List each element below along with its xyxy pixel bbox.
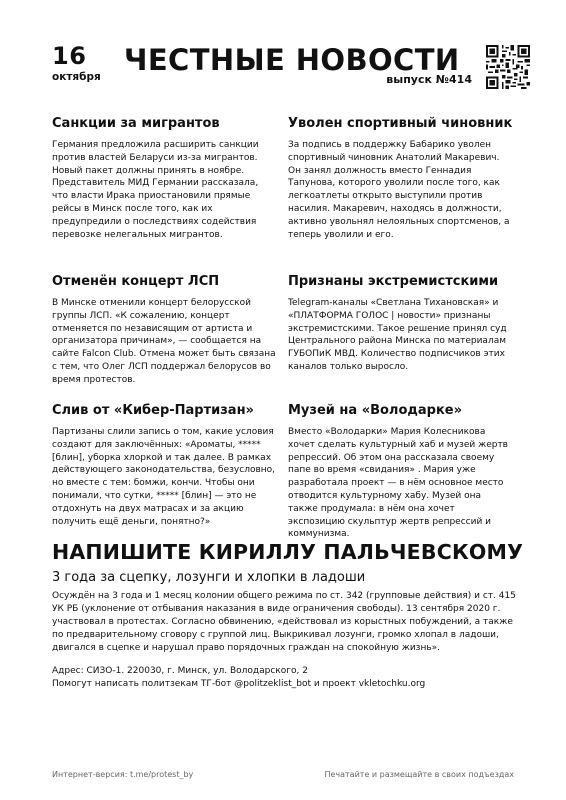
article-concert-cancelled [52,274,277,387]
qr-code-icon [486,45,530,89]
article-cyber-partisans [52,403,277,528]
article-body: Telegram-каналы «Светлана Тихановская» и «ПЛАТФОРМА ГОЛОС | новости» признаны экстремистскими. Такое решение принял суд Центрального района Минска по материалам ГУБОПиК МВД. Количество подписчиков этих каналов только выросло. [288,298,507,372]
article-museum [288,403,513,541]
article-extremist [288,274,513,374]
article-sanctions [52,116,277,241]
article-body: Партизаны слили запись о том, какие условия создают для заключённых: «Ароматы, ***** [блин], уборка хлоркой и так далее. В рамках действующего законодательства, безусловно, но вместе с тем: бомжи, кончи. Чтобы они понимали, что сутки, ***** [блин] — это не отдохнуть на двух матрасах и за акцию получить ещё деньги, понятно?» [52,427,276,527]
article-body: В Минске отменили концерт белорусской группы ЛСП. «К сожалению, концерт отменяется по независящим от артиста и организатора причинам», — сообщается на сайте Falcon Club. Отмена может быть связана с тем, что Олег ЛСП поддержал белорусов во время протестов. [52,298,276,385]
appeal-title: НАПИШИТЕ КИРИЛЛУ ПАЛЬЧЕВСКОМУ [52,540,524,564]
article-body: За подпись в поддержку Бабарико уволен спортивный чиновник Анатолий Макаревич. Он занял должность вместо Геннадия Тапунова, которого уволили после того, как легкоатлеты открыто выступили против насилия. Макаревич, находясь в должности, активно увольнял нелояльных спортсменов, а теперь уволили и его. [288,140,510,240]
footer-web-version: Интернет-версия: t.me/protest_by [52,770,194,779]
article-title: Музей на «Володарке» [288,403,463,418]
page-footer [52,770,514,782]
issue-day: 16 [52,42,87,70]
appeal-address: Адрес: СИЗО-1. 220030, г. Минск, ул. Володарского, 2 [52,666,308,676]
appeal-contacts [52,665,522,691]
article-body: Германия предложила расширить санкции против властей Беларуси из-за мигрантов. Новый пакет должны принять в ноябре. Представитель МИД Германии рассказала, что власти Ирака приостановили прямые рейсы в Минск после того, как их предупредили о последствиях содействия перевозке нелегальных мигрантов. [52,140,259,240]
article-title: Санкции за мигрантов [52,116,220,131]
article-title: Слив от «Кибер-Партизан» [52,403,254,418]
article-official-fired [288,116,513,241]
issue-month: октября [52,71,101,83]
appeal-subtitle: 3 года за сцепку, лозунги и хлопки в ладоши [52,570,366,585]
issue-number: выпуск №414 [386,73,472,86]
article-title: Признаны экстремистскими [288,274,499,289]
appeal-help: Помогут написать политзекам ТГ-бот @politzeklist_bot и проект vkletochku.org [52,679,426,689]
newspaper-header [38,42,530,94]
footer-print-note: Печатайте и размещайте в своих подъездах [324,770,514,779]
prisoner-appeal [52,540,522,691]
article-title: Уволен спортивный чиновник [288,116,513,131]
appeal-body: Осуждён на 3 года и 1 месяц колонии общего режима по ст. 342 (групповые действия) и ст. 415 УК РБ (уклонение от отбывания наказания в виде ограничения свободы). 13 сентября 2020 г. участвовал в протестах. Согласно обвинению, «действовал из корыстных побуждений, а также по предварительному сговору с группой лиц. Выкрикивал лозунги, громко хлопал в ладоши, двигался в сцепке и нарушал право порядочных граждан на спокойную жизнь». [52,591,516,653]
article-title: Отменён концерт ЛСП [52,274,220,289]
article-body: Вместо «Володарки» Мария Колесникова хочет сделать культурный хаб и музей жертв репрессий. Об этом она рассказала своему папе во время «свидания» . Мария уже разработала проект — в нём основное место отводится культурному хабу. Музей она также продумала: в нём она хочет экспозицию скульптур жертв репрессий и коммунизма. [288,427,508,540]
masthead-title: ЧЕСТНЫЕ НОВОСТИ [124,43,460,77]
